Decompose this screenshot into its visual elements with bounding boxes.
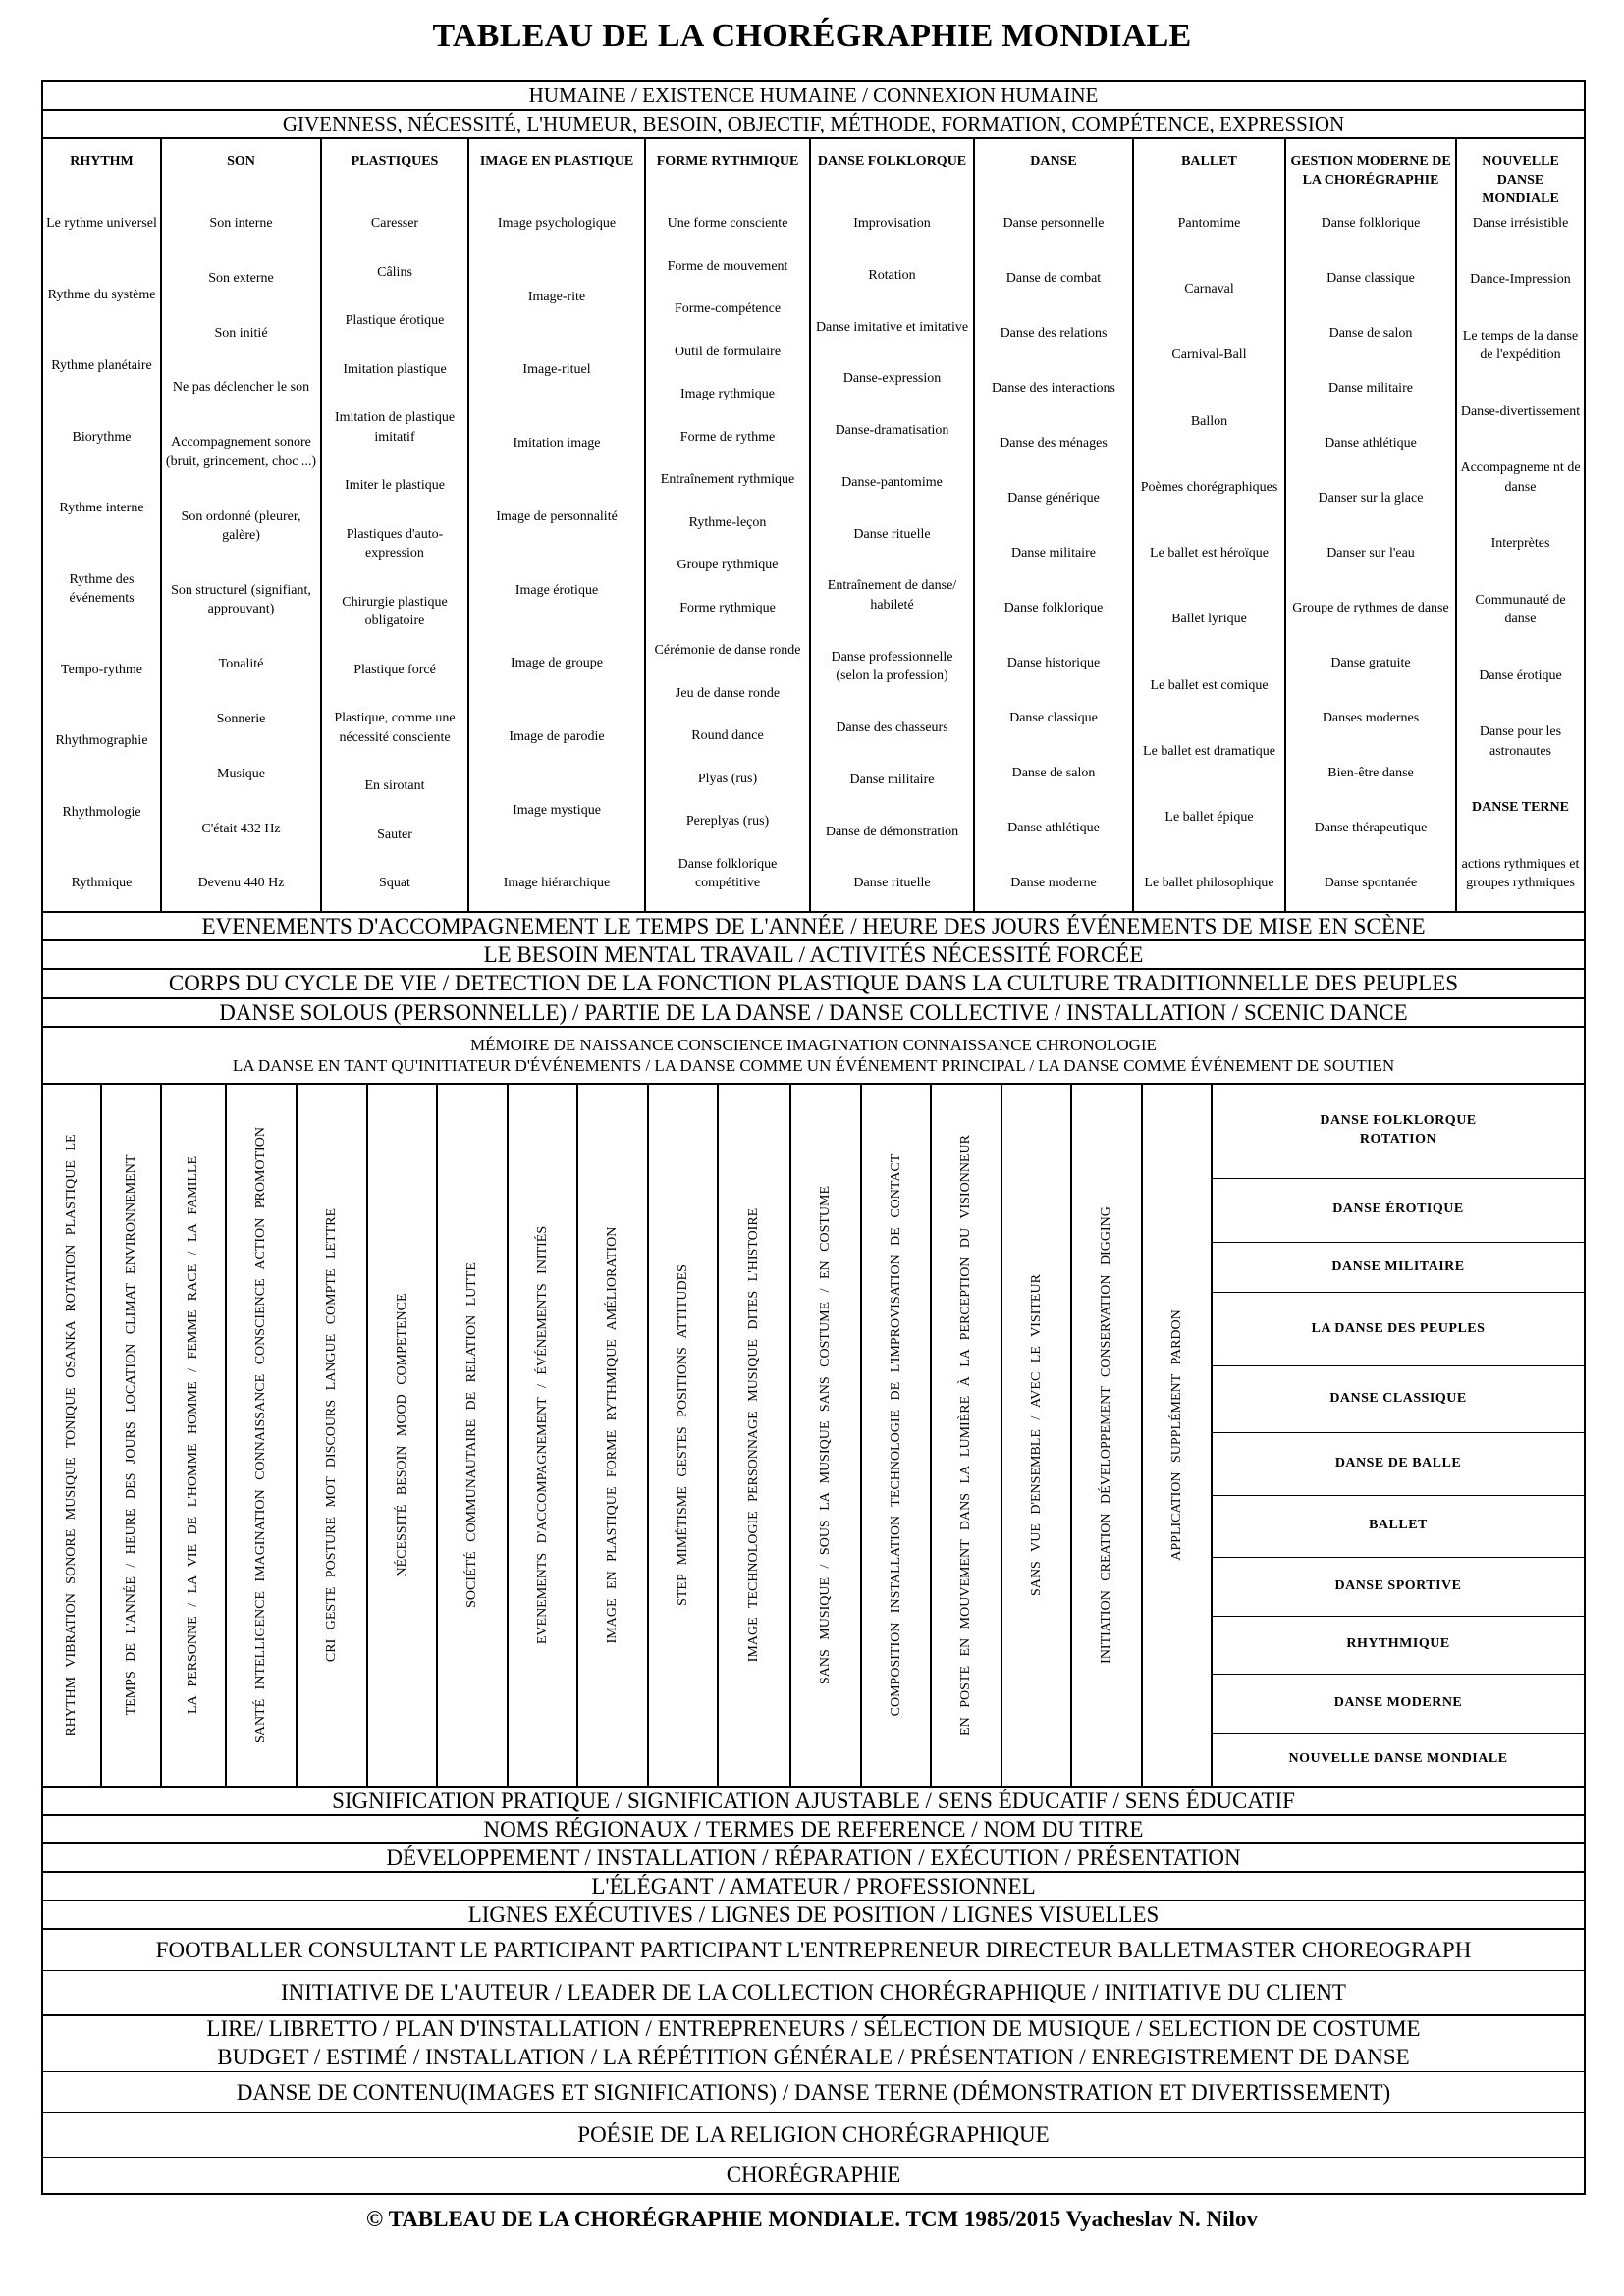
column-item: Imitation image	[513, 436, 601, 452]
column-item: Groupe de rythmes de danse	[1292, 601, 1449, 616]
column-item: Accompagnement sonore (bruit, grincement, choc ...)	[165, 435, 317, 469]
column-item: Danse historique	[1006, 656, 1101, 671]
column-item: Round dance	[691, 728, 764, 744]
category-column	[1286, 139, 1457, 911]
dance-type-label: LA DANSE DES PEUPLES	[1311, 1320, 1486, 1336]
column-items	[325, 214, 464, 911]
column-items	[1460, 214, 1581, 911]
column-items	[1137, 214, 1281, 911]
vertical-column-text: SANS MUSIQUE / SOUS LA MUSIQUE SANS COSTUME / EN COSTUME	[818, 1185, 833, 1685]
column-header: BALLET	[1181, 154, 1237, 169]
column-item: Improvisation	[853, 216, 931, 231]
vertical-column-text: NÉCESSITÉ BESOIN MOOD COMPETENCE	[394, 1293, 409, 1577]
dance-type-row	[1213, 1243, 1584, 1294]
column-item: DANSE TERNE	[1472, 800, 1569, 816]
header-row-text: HUMAINE / EXISTENCE HUMAINE / CONNEXION HUMAINE	[528, 83, 1099, 107]
dance-type-label: DANSE DE BALLE	[1334, 1455, 1462, 1470]
column-item: Danse des interactions	[992, 381, 1115, 397]
column-item: Forme rythmique	[679, 600, 776, 615]
middle-row-mental-need	[43, 941, 1584, 970]
column-item: Bien-être danse	[1327, 766, 1414, 781]
header-row-givenness	[43, 111, 1584, 139]
column-item: Danse générique	[1007, 491, 1100, 507]
vertical-column	[43, 1085, 102, 1786]
column-item: Biorythme	[72, 429, 132, 445]
vertical-column-text: CRI GESTE POSTURE MOT DISCOURS LANGUE COMPTE LETTRE	[324, 1207, 339, 1663]
column-item: Danses modernes	[1322, 711, 1420, 726]
category-column	[811, 139, 975, 911]
column-item: Danse des relations	[1000, 326, 1108, 342]
choreography-table	[41, 80, 1586, 2195]
column-items	[1289, 214, 1452, 911]
header-row-human	[43, 82, 1584, 111]
dance-type-row	[1213, 1085, 1584, 1179]
middle-row-text: EVENEMENTS D'ACCOMPAGNEMENT LE TEMPS DE L'ANNÉE / HEURE DES JOURS ÉVÉNEMENTS DE MISE EN SCÈNE	[201, 913, 1426, 938]
vertical-column-text: IMAGE TECHNOLOGIE PERSONNAGE MUSIQUE DITES L'HISTOIRE	[746, 1207, 761, 1663]
vertical-column-text: INITIATION CREATION DÉVELOPPEMENT CONSERVATION DIGGING	[1099, 1206, 1113, 1664]
column-item: Danse militaire	[849, 772, 935, 787]
column-item: Image-rituel	[522, 362, 591, 378]
column-item: Danse rituelle	[853, 876, 931, 891]
column-item: Son initié	[214, 325, 268, 341]
vertical-column	[862, 1085, 932, 1786]
bottom-row-development	[43, 1844, 1584, 1873]
column-header: DANSE	[1030, 154, 1077, 169]
column-header: IMAGE EN PLASTIQUE	[479, 154, 634, 169]
column-item: Une forme consciente	[667, 216, 788, 231]
bottom-row-roles	[43, 1930, 1584, 1971]
column-item: Le ballet est dramatique	[1143, 743, 1275, 759]
column-item: Danse athlétique	[1007, 821, 1100, 836]
column-header: GESTION MODERNE DE LA CHORÉGRAPHIE	[1290, 154, 1451, 187]
column-item: Imitation plastique	[343, 361, 447, 377]
category-column	[322, 139, 469, 911]
vertical-column-text: SANTÉ INTELLIGENCE IMAGINATION CONNAISSANCE CONSCIENCE ACTION PROMOTION	[253, 1127, 268, 1743]
category-column	[975, 139, 1134, 911]
header-row-text: GIVENNESS, NÉCESSITÉ, L'HUMEUR, BESOIN, OBJECTIF, MÉTHODE, FORMATION, COMPÉTENCE, EXPRESSION	[282, 112, 1345, 135]
dance-type-row	[1213, 1179, 1584, 1243]
final-row-text: CHORÉGRAPHIE	[726, 2163, 901, 2187]
column-item: Danse spontanée	[1324, 876, 1418, 891]
dance-type-row	[1213, 1558, 1584, 1617]
vertical-column	[438, 1085, 509, 1786]
column-item: Imiter le plastique	[345, 478, 445, 494]
dance-type-label: BALLET	[1369, 1518, 1428, 1533]
column-item: Tempo-rythme	[61, 662, 142, 677]
column-item: Danse de salon	[1328, 326, 1413, 342]
memory-line-2: LA DANSE EN TANT QU'INITIATEUR D'ÉVÉNEMENTS / LA DANSE COMME UN ÉVÉNEMENT PRINCIPAL / LA DANSE COMME ÉVÉNEMENT DE SOUTIEN	[232, 1056, 1395, 1075]
column-item: Carnival-Ball	[1171, 347, 1247, 363]
dance-type-label: DANSE MILITAIRE	[1331, 1258, 1465, 1274]
vertical-column	[509, 1085, 578, 1786]
column-item: Danse de salon	[1011, 766, 1096, 781]
middle-row-life-cycle	[43, 970, 1584, 999]
column-items	[46, 214, 157, 911]
column-item: Danse irrésistible	[1472, 216, 1569, 231]
column-item: Devenu 440 Hz	[197, 876, 285, 891]
column-item: Carnaval	[1184, 282, 1234, 297]
vertical-column-text: STEP MIMÉTISME GESTES POSITIONS ATTITUDES	[675, 1264, 690, 1606]
bottom-row-text: INITIATIVE DE L'AUTEUR / LEADER DE LA COLLECTION CHORÉGRAPHIQUE / INITIATIVE DU CLIENT	[281, 1980, 1346, 2004]
middle-row-memory	[43, 1028, 1584, 1085]
column-item: Poèmes chorégraphiques	[1140, 479, 1278, 495]
column-item: Forme de rythme	[679, 429, 776, 445]
column-items	[978, 214, 1129, 911]
column-item: Rhythmographie	[55, 733, 148, 749]
column-header: RHYTHM	[70, 154, 134, 169]
column-item: Danse militaire	[1328, 381, 1413, 397]
column-item: Danse classique	[1009, 711, 1098, 726]
column-item: Danse gratuite	[1330, 656, 1411, 671]
bottom-row-initiative	[43, 1971, 1584, 2016]
column-item: Ballet lyrique	[1171, 612, 1247, 627]
category-column	[43, 139, 162, 911]
column-item: Plyas (rus)	[697, 771, 758, 786]
bottom-row-text: LIGNES EXÉCUTIVES / LIGNES DE POSITION / LIGNES VISUELLES	[467, 1901, 1160, 1927]
vertical-column-text: TEMPS DE L'ANNÉE / HEURE DES JOURS LOCATION CLIMAT ENVIRONNEMENT	[123, 1154, 138, 1716]
column-item: Image de parodie	[509, 728, 605, 744]
column-item: Danse rituelle	[853, 526, 931, 542]
vertical-column-text: EN POSTE EN MOUVEMENT DANS LA LUMIÈRE À LA PERCEPTION DU VISIONNEUR	[958, 1135, 973, 1735]
final-row-choreography	[43, 2158, 1584, 2193]
column-item: Sauter	[377, 827, 412, 842]
column-item: Sonnerie	[216, 712, 266, 727]
vertical-column-text: APPLICATION SUPPLÉMENT PARDON	[1168, 1309, 1184, 1561]
bottom-row-text: SIGNIFICATION PRATIQUE / SIGNIFICATION AJUSTABLE / SENS ÉDUCATIF / SENS ÉDUCATIF	[332, 1788, 1295, 1813]
column-item: Musique	[217, 766, 265, 781]
column-item: Squat	[379, 876, 410, 891]
column-item: Danse personnelle	[1002, 216, 1105, 231]
column-item: En sirotant	[364, 778, 425, 794]
column-item: Ballon	[1190, 413, 1228, 429]
libretto-line-2: BUDGET / ESTIMÉ / INSTALLATION / LA RÉPÉTITION GÉNÉRALE / PRÉSENTATION / ENREGISTREMENT DE DANSE	[217, 2045, 1410, 2069]
column-item: Ne pas déclencher le son	[172, 380, 310, 396]
middle-row-text: CORPS DU CYCLE DE VIE / DETECTION DE LA FONCTION PLASTIQUE DANS LA CULTURE TRADITIONNELLE DES PEUPLES	[168, 971, 1459, 995]
column-item: Danse-dramatisation	[835, 423, 949, 439]
column-item: Outil de formulaire	[674, 344, 782, 359]
middle-row-text: DANSE SOLOUS (PERSONNELLE) / PARTIE DE LA DANSE / DANSE COLLECTIVE / INSTALLATION / SCENIC DANCE	[219, 999, 1408, 1025]
category-columns	[43, 139, 1584, 913]
vertical-column	[578, 1085, 649, 1786]
column-item: Communauté de danse	[1475, 592, 1566, 627]
column-item: Rythme planétaire	[51, 358, 152, 374]
vertical-column	[1002, 1085, 1072, 1786]
column-item: Danse pour les astronautes	[1479, 724, 1562, 759]
vertical-column-text: RHYTHM VIBRATION SONORE MUSIQUE TONIQUE OSANKA ROTATION PLASTIQUE LE	[64, 1134, 79, 1736]
dance-types-list	[1213, 1085, 1584, 1786]
final-row-content-dance	[43, 2072, 1584, 2113]
column-item: Caresser	[370, 216, 419, 231]
column-item: Image hiérarchique	[503, 876, 611, 891]
column-item: Danse-divertissement	[1460, 403, 1581, 419]
column-item: Entraînement rythmique	[660, 472, 795, 488]
dance-type-row	[1213, 1496, 1584, 1558]
vertical-column	[1143, 1085, 1213, 1786]
column-item: Danse folklorique compétitive	[677, 856, 778, 891]
column-item: Dance-Impression	[1470, 272, 1571, 288]
copyright-footer: © TABLEAU DE LA CHORÉGRAPHIE MONDIALE. TCM 1985/2015 Vyacheslav N. Nilov	[366, 2207, 1258, 2231]
vertical-column	[162, 1085, 227, 1786]
dance-type-label: RHYTHMIQUE	[1346, 1636, 1450, 1652]
memory-line-1: MÉMOIRE DE NAISSANCE CONSCIENCE IMAGINATION CONNAISSANCE CHRONOLOGIE	[470, 1035, 1157, 1054]
bottom-row-text: FOOTBALLER CONSULTANT LE PARTICIPANT PARTICIPANT L'ENTREPRENEUR DIRECTEUR BALLETMASTER CHOREOGRAPH	[155, 1937, 1472, 1962]
vertical-column-text: COMPOSITION INSTALLATION TECHNOLOGIE DE L'IMPROVISATION DE CONTACT	[888, 1153, 903, 1717]
dance-type-label: DANSE FOLKLORQUE ROTATION	[1320, 1113, 1477, 1148]
column-item: Rythmique	[71, 876, 133, 891]
column-item: Danse-expression	[842, 371, 942, 387]
dance-type-label: NOUVELLE DANSE MONDIALE	[1288, 1751, 1508, 1767]
column-item: Tonalité	[218, 657, 264, 672]
column-item: Danser sur l'eau	[1326, 546, 1415, 561]
column-item: Danse imitative et imitative	[815, 319, 969, 335]
vertical-column-text: EVENEMENTS D'ACCOMPAGNEMENT / ÉVÉNEMENTS INITIÉS	[534, 1225, 550, 1645]
column-item: Rythme du système	[47, 287, 156, 302]
column-item: Danse thérapeutique	[1314, 821, 1428, 836]
column-item: Son ordonné (pleurer, galère)	[181, 508, 301, 544]
vertical-column-text: SOCIÉTÉ COMMUNAUTAIRE DE RELATION LUTTE	[464, 1262, 479, 1608]
column-item: Image de groupe	[510, 656, 604, 671]
column-item: Le ballet philosophique	[1144, 876, 1274, 891]
dance-type-row	[1213, 1433, 1584, 1496]
dance-type-label: DANSE MODERNE	[1333, 1695, 1463, 1711]
middle-row-events	[43, 913, 1584, 941]
category-column	[1457, 139, 1584, 911]
column-item: Danse de combat	[1005, 271, 1102, 287]
column-item: Chirurgie plastique obligatoire	[342, 594, 448, 629]
column-item: Rythme-leçon	[688, 514, 767, 530]
dance-type-row	[1213, 1617, 1584, 1676]
column-item: Plastique forcé	[353, 662, 436, 677]
dance-type-row	[1213, 1293, 1584, 1366]
column-item: Danse de démonstration	[825, 824, 959, 839]
vertical-columns-section	[43, 1085, 1584, 1788]
column-item: Danser sur la glace	[1318, 491, 1424, 507]
column-item: Jeu de danse ronde	[675, 685, 781, 701]
column-item: Interprètes	[1490, 536, 1550, 552]
category-column	[162, 139, 322, 911]
column-item: Danse-pantomime	[841, 474, 943, 490]
column-items	[814, 214, 970, 911]
column-item: Forme-compétence	[674, 301, 782, 317]
document-title: TABLEAU DE LA CHORÉGRAPHIE MONDIALE	[432, 18, 1192, 54]
column-item: Plastiques d'auto-expression	[346, 526, 444, 561]
category-column	[646, 139, 811, 911]
bottom-row-elegant	[43, 1873, 1584, 1901]
column-item: Groupe rythmique	[677, 558, 779, 573]
column-item: actions rythmiques et groupes rythmiques	[1461, 856, 1580, 891]
column-item: Image psychologique	[497, 216, 617, 231]
column-items	[165, 214, 317, 911]
column-item: Rhythmologie	[62, 804, 141, 820]
column-item: Le rythme universel	[46, 216, 157, 231]
column-header: FORME RYTHMIQUE	[656, 154, 799, 169]
vertical-column	[791, 1085, 862, 1786]
column-item: Pantomime	[1177, 216, 1241, 231]
column-item: Le temps de la danse de l'expédition	[1462, 328, 1579, 363]
bottom-row-regional-names	[43, 1816, 1584, 1844]
column-item: Câlins	[377, 264, 412, 280]
bottom-row-libretto	[43, 2016, 1584, 2072]
dance-type-label: DANSE ÉROTIQUE	[1332, 1201, 1464, 1217]
final-row-poetry	[43, 2113, 1584, 2158]
column-item: Le ballet est héroïque	[1150, 546, 1269, 561]
column-header: SON	[227, 154, 255, 169]
category-column	[469, 139, 646, 911]
column-header: DANSE FOLKLORQUE	[817, 154, 967, 169]
column-item: Danse érotique	[1479, 667, 1562, 683]
vertical-column	[719, 1085, 791, 1786]
vertical-column-text: SANS VUE D'ENSEMBLE / AVEC LE VISITEUR	[1028, 1274, 1044, 1596]
final-row-text: DANSE DE CONTENU(IMAGES ET SIGNIFICATIONS) / DANSE TERNE (DÉMONSTRATION ET DIVERTISSEMENT)	[236, 2079, 1391, 2105]
column-item: Le ballet est comique	[1150, 677, 1269, 693]
column-item: Danse moderne	[1010, 876, 1097, 891]
middle-row-text: LE BESOIN MENTAL TRAVAIL / ACTIVITÉS NÉCESSITÉ FORCÉE	[483, 941, 1144, 967]
column-item: Danse folklorique	[1003, 601, 1104, 616]
column-header: NOUVELLE DANSE MONDIALE	[1482, 154, 1559, 206]
column-item: Accompagneme nt de danse	[1460, 460, 1581, 495]
column-item: Plastique, comme une nécessité consciente	[334, 711, 456, 745]
vertical-column	[649, 1085, 719, 1786]
column-item: Danse classique	[1326, 271, 1415, 287]
column-item: Danse des ménages	[1000, 436, 1108, 452]
column-item: Rythme des événements	[69, 571, 135, 607]
dance-type-row	[1213, 1675, 1584, 1734]
column-item: Son externe	[208, 270, 274, 286]
vertical-column	[102, 1085, 162, 1786]
column-item: Image mystique	[513, 802, 601, 818]
column-header: PLASTIQUES	[351, 154, 439, 169]
vertical-column-text: IMAGE EN PLASTIQUE FORME RYTHMIQUE AMÉLIORATION	[605, 1226, 620, 1644]
final-row-text: POÉSIE DE LA RELIGION CHORÉGRAPHIQUE	[577, 2122, 1050, 2147]
column-item: Pereplyas (rus)	[685, 814, 770, 829]
column-item: Rythme interne	[59, 501, 144, 516]
dance-type-row	[1213, 1366, 1584, 1433]
column-item: Image rythmique	[679, 387, 776, 402]
column-item: Danse athlétique	[1325, 436, 1417, 452]
vertical-column	[298, 1085, 368, 1786]
dance-type-label: DANSE SPORTIVE	[1334, 1577, 1462, 1593]
bottom-row-lines	[43, 1901, 1584, 1930]
column-item: C'était 432 Hz	[201, 821, 281, 836]
column-items	[649, 214, 806, 911]
column-item: Le ballet épique	[1164, 810, 1254, 826]
column-item: Forme de mouvement	[667, 258, 788, 274]
vertical-column	[932, 1085, 1002, 1786]
column-item: Son interne	[209, 216, 273, 231]
dance-type-label: DANSE CLASSIQUE	[1329, 1391, 1467, 1407]
bottom-row-text: L'ÉLÉGANT / AMATEUR / PROFESSIONNEL	[591, 1874, 1036, 1898]
column-item: Cérémonie de danse ronde	[654, 643, 801, 659]
vertical-column	[1072, 1085, 1143, 1786]
bottom-row-text: NOMS RÉGIONAUX / TERMES DE REFERENCE / NOM DU TITRE	[483, 1816, 1144, 1842]
vertical-column	[368, 1085, 438, 1786]
column-item: Entraînement de danse/ habileté	[827, 578, 957, 613]
column-item: Son structurel (signifiant, approuvant)	[171, 582, 311, 617]
column-item: Rotation	[868, 267, 916, 283]
category-column	[1134, 139, 1286, 911]
column-item: Danse des chasseurs	[836, 721, 948, 736]
bottom-row-text: DÉVELOPPEMENT / INSTALLATION / RÉPARATION / EXÉCUTION / PRÉSENTATION	[386, 1844, 1241, 1870]
column-item: Plastique érotique	[345, 313, 445, 328]
vertical-column-text: LA PERSONNE / LA VIE DE L'HOMME HOMME / FEMME RACE / LA FAMILLE	[186, 1155, 200, 1715]
column-item: Image-rite	[527, 289, 586, 304]
dance-type-row	[1213, 1734, 1584, 1786]
column-item: Image de personnalité	[496, 508, 618, 524]
vertical-column	[227, 1085, 298, 1786]
bottom-row-signification	[43, 1788, 1584, 1816]
libretto-line-1: LIRE/ LIBRETTO / PLAN D'INSTALLATION / ENTREPRENEURS / SÉLECTION DE MUSIQUE / SELECTION DE COSTUME	[206, 2016, 1421, 2042]
column-item: Danse professionnelle (selon la profession)	[831, 649, 953, 684]
column-item: Danse folklorique	[1321, 216, 1421, 231]
column-items	[472, 214, 641, 911]
column-item: Imitation de plastique imitatif	[334, 410, 456, 445]
column-item: Image érotique	[514, 582, 599, 598]
middle-row-solo-dance	[43, 999, 1584, 1028]
column-item: Danse militaire	[1011, 546, 1096, 561]
